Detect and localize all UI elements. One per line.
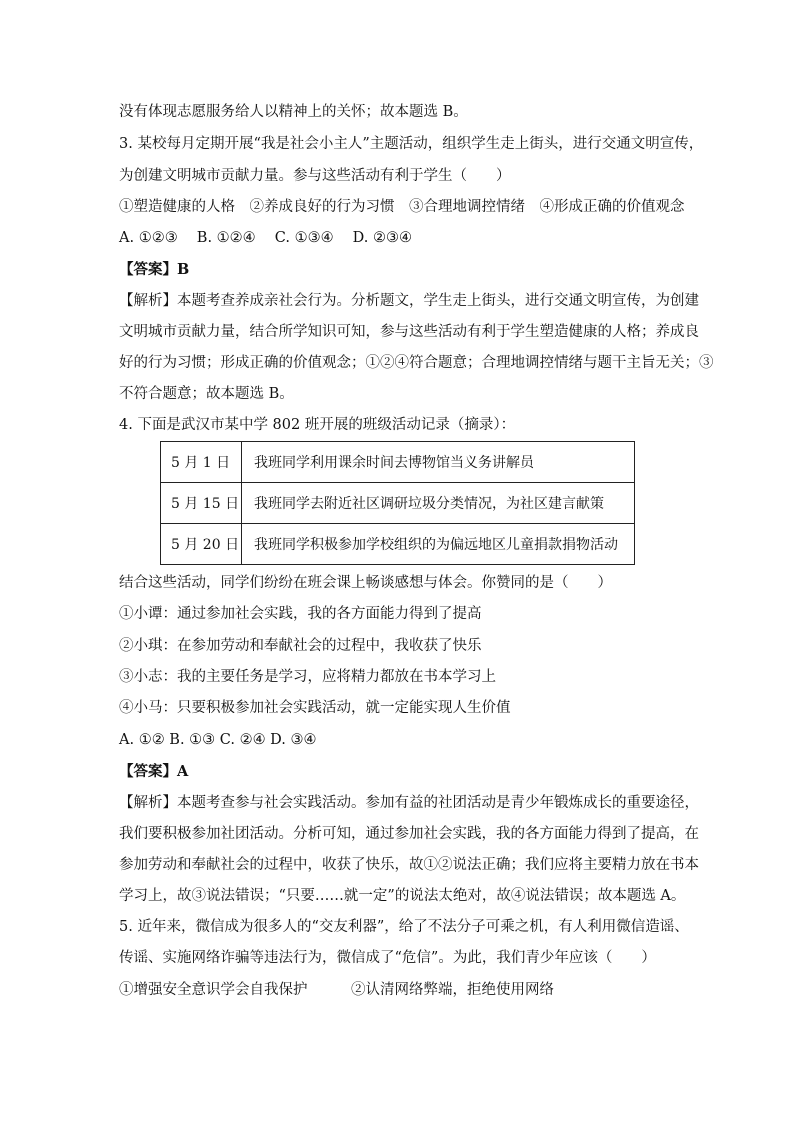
text-line: 为创建文明城市贡献力量。参与这些活动有利于学生（ ）	[119, 168, 511, 184]
table-cell-activity: 我班同学积极参加学校组织的为偏远地区儿童捐款捐物活动	[242, 524, 635, 565]
table-row	[161, 483, 635, 524]
question-4-choices: A. ①② B. ①③ C. ②④ D. ③④	[119, 732, 317, 748]
analysis-text: 学习上，故③说法错误；“只要……就一定”的说法太绝对，故④说法错误；故本题选 A。	[119, 888, 686, 904]
option-line: ②小琪：在参加劳动和奉献社会的过程中，我收获了快乐	[119, 638, 482, 654]
analysis-text: 文明城市贡献力量，结合所学知识可知，参与这些活动有利于学生塑造健康的人格；养成良	[119, 324, 699, 340]
text-line: 没有体现志愿服务给人以精神上的关怀；故本题选 B。	[119, 104, 468, 120]
table-cell-date: 5 月 1 日	[161, 442, 242, 483]
analysis-text: 我们要积极参加社团活动。分析可知，通过参加社会实践，我的各方面能力得到了提高，在	[119, 826, 699, 842]
activity-record-table	[160, 441, 635, 565]
table-cell-activity: 我班同学利用课余时间去博物馆当义务讲解员	[242, 442, 635, 483]
analysis-text: 参加劳动和奉献社会的过程中，收获了快乐，故①②说法正确；我们应将主要精力放在书本	[119, 857, 699, 873]
table-cell-date: 5 月 20 日	[161, 524, 242, 565]
question-3-choices: A. ①②③ B. ①②④ C. ①③④ D. ②③④	[119, 230, 413, 246]
answer-label: 【答案】B	[119, 261, 190, 278]
option-line: ③小志：我的主要任务是学习，应将精力都放在书本学习上	[119, 669, 496, 685]
question-4-stem: 4. 下面是武汉市某中学 802 班开展的班级活动记录（摘录）：	[119, 417, 516, 433]
question-5-stem: 5. 近年来，微信成为很多人的“交友利器”，给了不法分子可乘之机，有人利用微信造谣、	[119, 919, 689, 935]
question-3-stem: 3. 某校每月定期开展“我是社会小主人”主题活动，组织学生走上街头，进行交通文明宣传，	[119, 136, 704, 152]
option-line: ①小谭：通过参加社会实践，我的各方面能力得到了提高	[119, 606, 482, 622]
table-row	[161, 442, 635, 483]
text-line: 结合这些活动，同学们纷纷在班会课上畅谈感想与体会。你赞同的是（ ）	[119, 575, 612, 591]
answer-label: 【答案】A	[119, 763, 189, 780]
option-line: ①增强安全意识学会自我保护 ②认清网络弊端，拒绝使用网络	[119, 982, 554, 998]
text-line: 传谣、实施网络诈骗等违法行为，微信成了“危信”。为此，我们青少年应该（ ）	[119, 950, 656, 966]
table-row	[161, 524, 635, 565]
analysis-text: 好的行为习惯；形成正确的价值观念；①②④符合题意；合理地调控情绪与题干主旨无关；③	[119, 355, 714, 371]
question-3-options: ①塑造健康的人格 ②养成良好的行为习惯 ③合理地调控情绪 ④形成正确的价值观念	[119, 199, 685, 215]
analysis-text: 【解析】本题考查养成亲社会行为。分析题文，学生走上街头，进行交通文明宣传，为创建	[119, 293, 699, 309]
analysis-text: 不符合题意；故本题选 B。	[119, 386, 294, 402]
option-line: ④小马：只要积极参加社会实践活动，就一定能实现人生价值	[119, 700, 511, 716]
table-cell-activity: 我班同学去附近社区调研垃圾分类情况，为社区建言献策	[242, 483, 635, 524]
analysis-text: 【解析】本题考查参与社会实践活动。参加有益的社团活动是青少年锻炼成长的重要途径，	[119, 795, 699, 811]
table-cell-date: 5 月 15 日	[161, 483, 242, 524]
